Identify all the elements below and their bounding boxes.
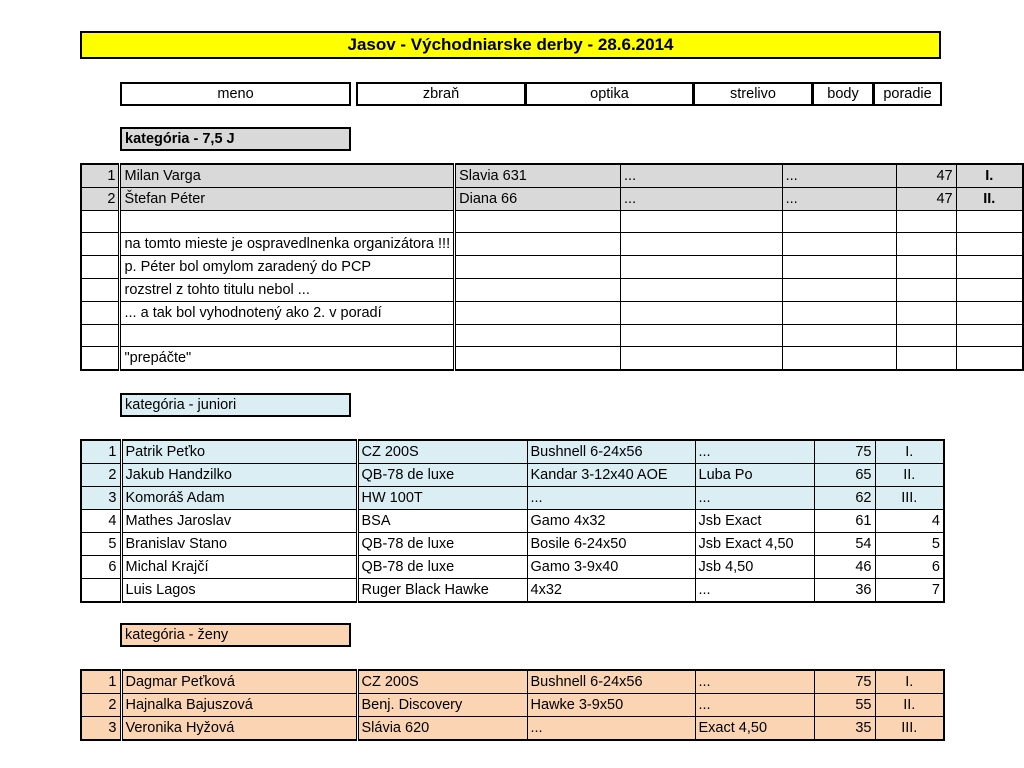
cell-optics: Gamo 4x32 [527, 510, 695, 533]
header-zbran: zbraň [356, 82, 526, 106]
cell-number [81, 347, 120, 371]
table-row [81, 347, 1023, 371]
table-row [81, 579, 944, 603]
cell-points: 47 [897, 164, 956, 188]
cell-weapon: QB-78 de luxe [357, 556, 527, 579]
table-row [81, 487, 944, 510]
cell-points [897, 347, 956, 371]
cell-number: 2 [81, 464, 121, 487]
cell-points: 54 [814, 533, 875, 556]
cell-optics: ... [621, 164, 783, 188]
page-title: Jasov - Východniarske derby - 28.6.2014 [80, 31, 941, 59]
category-label-75j: kategória - 7,5 J [120, 127, 351, 151]
cell-rank: 5 [875, 533, 944, 556]
cell-points: 36 [814, 579, 875, 603]
table-row [81, 233, 1023, 256]
cell-number: 2 [81, 694, 121, 717]
cell-weapon: Slávia 620 [357, 717, 527, 741]
cell-number: 2 [81, 188, 120, 211]
cell-points [897, 256, 956, 279]
cell-points: 55 [814, 694, 875, 717]
cell-points: 47 [897, 188, 956, 211]
cell-rank: III. [875, 487, 944, 510]
cell-ammo: ... [782, 188, 897, 211]
cell-name: p. Péter bol omylom zaradený do PCP [120, 256, 455, 279]
cell-rank: 6 [875, 556, 944, 579]
cell-points [897, 279, 956, 302]
header-optika: optika [525, 82, 694, 106]
header-poradie: poradie [873, 82, 942, 106]
cell-points [897, 233, 956, 256]
cell-ammo: ... [695, 694, 814, 717]
cell-weapon: QB-78 de luxe [357, 464, 527, 487]
cell-optics: 4x32 [527, 579, 695, 603]
cell-points: 62 [814, 487, 875, 510]
cell-rank: I. [875, 670, 944, 694]
header-strelivo: strelivo [693, 82, 813, 106]
cell-points [897, 211, 956, 233]
cell-points: 65 [814, 464, 875, 487]
cell-optics: Hawke 3-9x50 [527, 694, 695, 717]
table-row [81, 717, 944, 741]
cell-name: rozstrel z tohto titulu nebol ... [120, 279, 455, 302]
cell-ammo: Jsb Exact 4,50 [695, 533, 814, 556]
cell-number [81, 579, 121, 603]
cell-rank [956, 347, 1023, 371]
cell-weapon: Slavia 631 [455, 164, 621, 188]
cell-number [81, 325, 120, 347]
cell-rank: I. [956, 164, 1023, 188]
cell-weapon [455, 302, 621, 325]
table-row [81, 533, 944, 556]
cell-optics: ... [527, 717, 695, 741]
cell-number [81, 302, 120, 325]
cell-points: 61 [814, 510, 875, 533]
table-category-women [80, 669, 945, 741]
cell-weapon: HW 100T [357, 487, 527, 510]
cell-rank: II. [875, 694, 944, 717]
cell-ammo [782, 347, 897, 371]
cell-rank [956, 279, 1023, 302]
table-row [81, 440, 944, 464]
cell-rank [956, 302, 1023, 325]
cell-rank [956, 211, 1023, 233]
cell-ammo [782, 279, 897, 302]
cell-rank [956, 233, 1023, 256]
table-category-juniors [80, 439, 945, 603]
cell-number: 1 [81, 670, 121, 694]
cell-number: 3 [81, 717, 121, 741]
cell-optics: Bushnell 6-24x56 [527, 440, 695, 464]
cell-rank: 4 [875, 510, 944, 533]
cell-optics [621, 279, 783, 302]
cell-weapon [455, 211, 621, 233]
cell-optics [621, 325, 783, 347]
cell-optics: Bosile 6-24x50 [527, 533, 695, 556]
cell-rank: III. [875, 717, 944, 741]
cell-rank: 7 [875, 579, 944, 603]
cell-name: ... a tak bol vyhodnotený ako 2. v poradí [120, 302, 455, 325]
cell-ammo: ... [695, 487, 814, 510]
cell-weapon [455, 347, 621, 371]
cell-number: 1 [81, 440, 121, 464]
cell-points: 35 [814, 717, 875, 741]
table-row [81, 325, 1023, 347]
table-row [81, 510, 944, 533]
cell-optics [621, 233, 783, 256]
cell-rank: I. [875, 440, 944, 464]
cell-ammo: Exact 4,50 [695, 717, 814, 741]
cell-number [81, 233, 120, 256]
cell-weapon: BSA [357, 510, 527, 533]
cell-name: "prepáčte" [120, 347, 455, 371]
table-row [81, 164, 1023, 188]
cell-name [120, 325, 455, 347]
cell-ammo: Jsb 4,50 [695, 556, 814, 579]
cell-optics: Kandar 3-12x40 AOE [527, 464, 695, 487]
cell-ammo [782, 233, 897, 256]
cell-number: 1 [81, 164, 120, 188]
cell-name: Mathes Jaroslav [121, 510, 357, 533]
cell-weapon: CZ 200S [357, 440, 527, 464]
cell-number: 6 [81, 556, 121, 579]
cell-points: 75 [814, 670, 875, 694]
cell-name: Veronika Hyžová [121, 717, 357, 741]
cell-weapon: Diana 66 [455, 188, 621, 211]
table-row [81, 211, 1023, 233]
table-row [81, 556, 944, 579]
cell-name: Michal Krajčí [121, 556, 357, 579]
cell-ammo [782, 211, 897, 233]
table-category-75j [80, 163, 1024, 371]
cell-optics: ... [527, 487, 695, 510]
category-label-women: kategória - ženy [120, 623, 351, 647]
cell-points [897, 325, 956, 347]
cell-ammo: ... [695, 579, 814, 603]
cell-optics [621, 302, 783, 325]
cell-ammo: Jsb Exact [695, 510, 814, 533]
cell-number: 3 [81, 487, 121, 510]
category-label-juniors: kategória - juniori [120, 393, 351, 417]
cell-name: Štefan Péter [120, 188, 455, 211]
cell-rank [956, 256, 1023, 279]
cell-optics [621, 347, 783, 371]
cell-optics [621, 256, 783, 279]
cell-weapon [455, 279, 621, 302]
cell-ammo [782, 256, 897, 279]
cell-name: Hajnalka Bajuszová [121, 694, 357, 717]
cell-weapon [455, 233, 621, 256]
cell-optics: Gamo 3-9x40 [527, 556, 695, 579]
cell-number [81, 256, 120, 279]
cell-name: Dagmar Peťková [121, 670, 357, 694]
header-body: body [812, 82, 874, 106]
cell-ammo: ... [695, 670, 814, 694]
table-row [81, 694, 944, 717]
table-row [81, 670, 944, 694]
cell-rank: II. [875, 464, 944, 487]
table-row [81, 279, 1023, 302]
cell-rank [956, 325, 1023, 347]
cell-weapon [455, 256, 621, 279]
cell-weapon: CZ 200S [357, 670, 527, 694]
cell-optics: ... [621, 188, 783, 211]
cell-name [120, 211, 455, 233]
table-row [81, 464, 944, 487]
table-row [81, 188, 1023, 211]
cell-points: 75 [814, 440, 875, 464]
cell-ammo: ... [782, 164, 897, 188]
cell-number [81, 211, 120, 233]
cell-ammo [782, 325, 897, 347]
cell-number: 4 [81, 510, 121, 533]
cell-name: Patrik Peťko [121, 440, 357, 464]
cell-number: 5 [81, 533, 121, 556]
cell-ammo: Luba Po [695, 464, 814, 487]
cell-name: Branislav Stano [121, 533, 357, 556]
cell-points [897, 302, 956, 325]
cell-weapon [455, 325, 621, 347]
cell-weapon: Benj. Discovery [357, 694, 527, 717]
cell-points: 46 [814, 556, 875, 579]
table-row [81, 302, 1023, 325]
cell-name: Jakub Handzilko [121, 464, 357, 487]
cell-weapon: QB-78 de luxe [357, 533, 527, 556]
cell-optics: Bushnell 6-24x56 [527, 670, 695, 694]
cell-name: Milan Varga [120, 164, 455, 188]
cell-name: na tomto mieste je ospravedlnenka organizátora !!! [120, 233, 455, 256]
table-row [81, 256, 1023, 279]
cell-weapon: Ruger Black Hawke [357, 579, 527, 603]
header-meno: meno [120, 82, 351, 106]
cell-rank: II. [956, 188, 1023, 211]
cell-number [81, 279, 120, 302]
cell-name: Luis Lagos [121, 579, 357, 603]
cell-optics [621, 211, 783, 233]
cell-ammo [782, 302, 897, 325]
cell-name: Komoráš Adam [121, 487, 357, 510]
cell-ammo: ... [695, 440, 814, 464]
